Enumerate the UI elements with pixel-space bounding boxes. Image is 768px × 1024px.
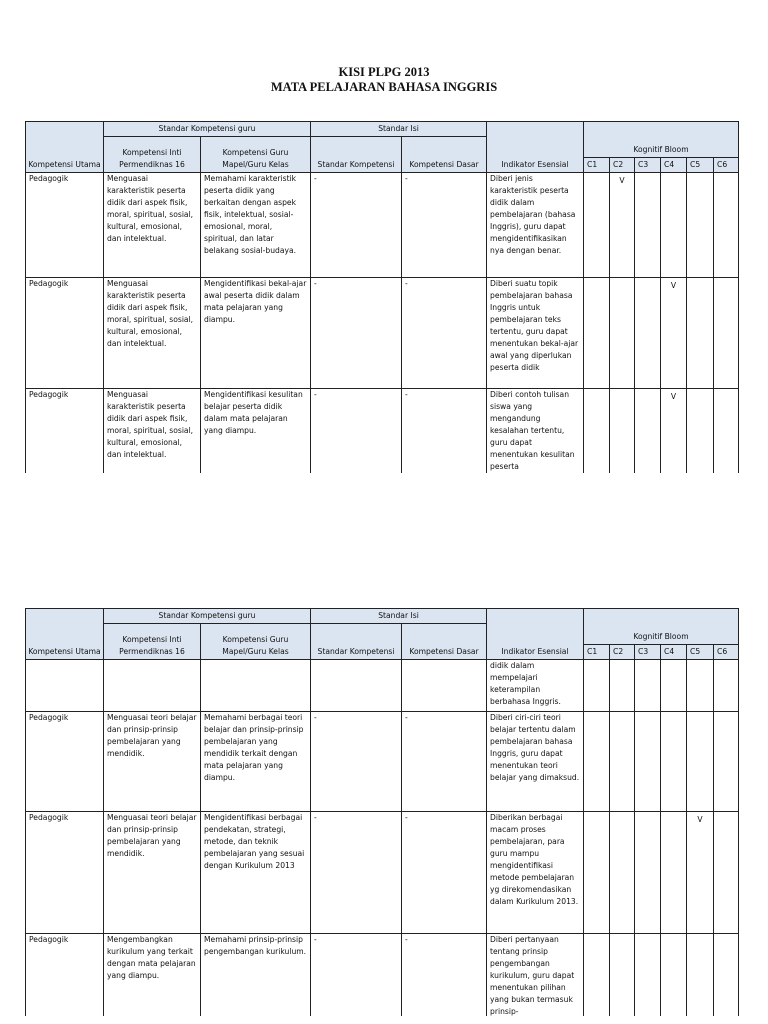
document-subtitle: MATA PELAJARAN BAHASA INGGRIS (270, 80, 498, 94)
header-level-c3: C3 (635, 158, 661, 173)
bloom-c2-cell (610, 660, 635, 712)
header-kompetensi-guru: Kompetensi Guru Mapel/Guru Kelas (201, 137, 311, 173)
kompetensi-guru-cell: Mengidentifikasi kesulitan belajar peserta didik dalam mata pelajaran yang diampu. (201, 389, 311, 474)
bloom-c3-cell (635, 278, 661, 389)
bloom-c2-cell (610, 278, 635, 389)
bloom-c4-cell (661, 173, 687, 278)
kompetensi-dasar-cell: - (402, 278, 487, 389)
table-row (26, 812, 739, 934)
kompetensi-guru-cell: Memahami prinsip-prinsip pengembangan kurikulum. (201, 934, 311, 1017)
standar-kompetensi-cell: - (311, 173, 402, 278)
indikator-cell: Diberi jenis karakteristik peserta didik dalam pembelajaran (bahasa Inggris), guru dapat mengidentifikasikan nya dengan benar. (487, 173, 584, 278)
kompetensi-utama-cell: Pedagogik (26, 389, 104, 474)
table2-header (26, 609, 739, 660)
bloom-c1-cell (584, 934, 610, 1017)
bloom-c3-cell (635, 173, 661, 278)
header-level-c4: C4 (661, 158, 687, 173)
kompetensi-dasar-cell: - (402, 712, 487, 812)
table-row (26, 173, 739, 278)
bloom-c1-cell (584, 389, 610, 474)
header-standar-kompetensi-guru: Standar Kompetensi guru (104, 122, 311, 137)
header-kompetensi-dasar: Kompetensi Dasar (402, 137, 487, 173)
table-row (26, 712, 739, 812)
bloom-c3-cell (635, 712, 661, 812)
header-standar-kompetensi-guru: Standar Kompetensi guru (104, 609, 311, 624)
kompetensi-guru-cell: Memahami karakteristik peserta didik yang berkaitan dengan aspek fisik, intelektual, sosial-emosional, moral, spiritual, dan latar belakang sosial-budaya. (201, 173, 311, 278)
header-standar-isi: Standar Isi (311, 122, 487, 137)
indikator-cell: Diberi ciri-ciri teori belajar tertentu dalam pembelajaran bahasa Inggris, guru dapat menentukan teori belajar yang dimaksud. (487, 712, 584, 812)
table1-clip (0, 121, 768, 473)
header-standar-kompetensi: Standar Kompetensi (311, 137, 402, 173)
header-level-c5: C5 (687, 645, 714, 660)
kompetensi-dasar-cell: - (402, 934, 487, 1017)
header-kognitif-bloom: Kognitif Bloom (584, 609, 739, 645)
kompetensi-utama-cell: Pedagogik (26, 812, 104, 934)
bloom-c5-cell (687, 934, 714, 1017)
bloom-c1-cell (584, 278, 610, 389)
table-row (26, 660, 739, 712)
standar-kompetensi-cell: - (311, 278, 402, 389)
bloom-c6-cell (714, 389, 739, 474)
header-kompetensi-inti: Kompetensi Inti Permendiknas 16 (104, 137, 201, 173)
header-kompetensi-dasar: Kompetensi Dasar (402, 624, 487, 660)
bloom-c2-cell (610, 389, 635, 474)
header-standar-isi: Standar Isi (311, 609, 487, 624)
header-level-c1: C1 (584, 158, 610, 173)
kompetensi-inti-cell: Mengembangkan kurikulum yang terkait dengan mata pelajaran yang diampu. (104, 934, 201, 1017)
standar-kompetensi-cell: - (311, 934, 402, 1017)
kompetensi-guru-cell: Mengidentifikasi berbagai pendekatan, strategi, metode, dan teknik pembelajaran yang sesuai dengan Kurikulum 2013 (201, 812, 311, 934)
header-kompetensi-guru: Kompetensi Guru Mapel/Guru Kelas (201, 624, 311, 660)
header-level-c4: C4 (661, 645, 687, 660)
bloom-c4-cell (661, 660, 687, 712)
kompetensi-dasar-cell (402, 660, 487, 712)
bloom-c4-cell: V (661, 389, 687, 474)
bloom-c1-cell (584, 173, 610, 278)
header-level-c5: C5 (687, 158, 714, 173)
table1-header (26, 122, 739, 173)
table-row (26, 389, 739, 474)
kompetensi-utama-cell: Pedagogik (26, 278, 104, 389)
bloom-c1-cell (584, 712, 610, 812)
table2-body (26, 660, 739, 1017)
standar-kompetensi-cell: - (311, 712, 402, 812)
kompetensi-guru-cell (201, 660, 311, 712)
bloom-c5-cell (687, 278, 714, 389)
bloom-c6-cell (714, 660, 739, 712)
kompetensi-inti-cell: Menguasai karakteristik peserta didik dari aspek fisik, moral, spiritual, sosial, kultural, emosional, dan intelektual. (104, 173, 201, 278)
kompetensi-inti-cell: Menguasai karakteristik peserta didik dari aspek fisik, moral, spiritual, sosial, kultural, emosional, dan intelektual. (104, 278, 201, 389)
document-title: KISI PLPG 2013 (338, 65, 430, 79)
bloom-c6-cell (714, 278, 739, 389)
header-level-c2: C2 (610, 645, 635, 660)
bloom-c3-cell (635, 812, 661, 934)
bloom-c2-cell (610, 712, 635, 812)
header-standar-kompetensi: Standar Kompetensi (311, 624, 402, 660)
bloom-c6-cell (714, 934, 739, 1017)
kompetensi-inti-cell: Menguasai teori belajar dan prinsip-prinsip pembelajaran yang mendidik. (104, 712, 201, 812)
indikator-cell: Diberi suatu topik pembelajaran bahasa Inggris untuk pembelajaran teks tertentu, guru dapat menentukan bekal-ajar awal yang diperlukan peserta didik (487, 278, 584, 389)
bloom-c1-cell (584, 660, 610, 712)
kompetensi-guru-cell: Memahami berbagai teori belajar dan prinsip-prinsip pembelajaran yang mendidik terkait dengan mata pelajaran yang diampu. (201, 712, 311, 812)
standar-kompetensi-cell: - (311, 812, 402, 934)
kompetensi-utama-cell: Pedagogik (26, 934, 104, 1017)
header-indikator: Indikator Esensial (487, 122, 584, 173)
indikator-cell: Diberikan berbagai macam proses pembelajaran, para guru mampu mengidentifikasi metode pembelajaran yg direkomendasikan dalam Kurikulum 2013. (487, 812, 584, 934)
bloom-c5-cell (687, 660, 714, 712)
standar-kompetensi-cell (311, 660, 402, 712)
bloom-c6-cell (714, 812, 739, 934)
header-kompetensi-utama: Kompetensi Utama (26, 609, 104, 660)
bloom-c2-cell (610, 934, 635, 1017)
indikator-cell: Diberi contoh tulisan siswa yang mengandung kesalahan tertentu, guru dapat menentukan kesulitan peserta (487, 389, 584, 474)
header-kompetensi-utama: Kompetensi Utama (26, 122, 104, 173)
kompetensi-utama-cell (26, 660, 104, 712)
bloom-c5-cell: V (687, 812, 714, 934)
bloom-c3-cell (635, 389, 661, 474)
bloom-c6-cell (714, 173, 739, 278)
header-level-c6: C6 (714, 158, 739, 173)
header-kognitif-bloom: Kognitif Bloom (584, 122, 739, 158)
header-level-c1: C1 (584, 645, 610, 660)
header-kompetensi-inti: Kompetensi Inti Permendiknas 16 (104, 624, 201, 660)
kompetensi-inti-cell: Menguasai karakteristik peserta didik dari aspek fisik, moral, spiritual, sosial, kultural, emosional, dan intelektual. (104, 389, 201, 474)
table-row (26, 934, 739, 1017)
bloom-c4-cell: V (661, 278, 687, 389)
table2-clip (0, 608, 768, 1016)
header-level-c6: C6 (714, 645, 739, 660)
bloom-c6-cell (714, 712, 739, 812)
kompetensi-utama-cell: Pedagogik (26, 712, 104, 812)
header-row-group (26, 122, 739, 137)
bloom-c4-cell (661, 812, 687, 934)
standar-kompetensi-cell: - (311, 389, 402, 474)
indikator-cell: Diberi pertanyaan tentang prinsip pengembangan kurikulum, guru dapat menentukan pilihan yang bukan termasuk prinsip- (487, 934, 584, 1017)
kompetensi-utama-cell: Pedagogik (26, 173, 104, 278)
bloom-c1-cell (584, 812, 610, 934)
kompetensi-dasar-cell: - (402, 812, 487, 934)
bloom-c4-cell (661, 934, 687, 1017)
bloom-c3-cell (635, 934, 661, 1017)
kompetensi-dasar-cell: - (402, 173, 487, 278)
bloom-c3-cell (635, 660, 661, 712)
kisi-table-2 (25, 608, 739, 1016)
header-row-group (26, 609, 739, 624)
table-row (26, 278, 739, 389)
table1-body (26, 173, 739, 474)
header-indikator: Indikator Esensial (487, 609, 584, 660)
bloom-c5-cell (687, 712, 714, 812)
kompetensi-inti-cell: Menguasai teori belajar dan prinsip-prinsip pembelajaran yang mendidik. (104, 812, 201, 934)
kisi-table-1 (25, 121, 739, 473)
kompetensi-guru-cell: Mengidentifikasi bekal-ajar awal peserta didik dalam mata pelajaran yang diampu. (201, 278, 311, 389)
bloom-c5-cell (687, 173, 714, 278)
header-level-c3: C3 (635, 645, 661, 660)
kompetensi-inti-cell (104, 660, 201, 712)
bloom-c4-cell (661, 712, 687, 812)
bloom-c2-cell (610, 812, 635, 934)
bloom-c2-cell: V (610, 173, 635, 278)
kompetensi-dasar-cell: - (402, 389, 487, 474)
indikator-cell: didik dalam mempelajari keterampilan berbahasa Inggris. (487, 660, 584, 712)
header-level-c2: C2 (610, 158, 635, 173)
bloom-c5-cell (687, 389, 714, 474)
